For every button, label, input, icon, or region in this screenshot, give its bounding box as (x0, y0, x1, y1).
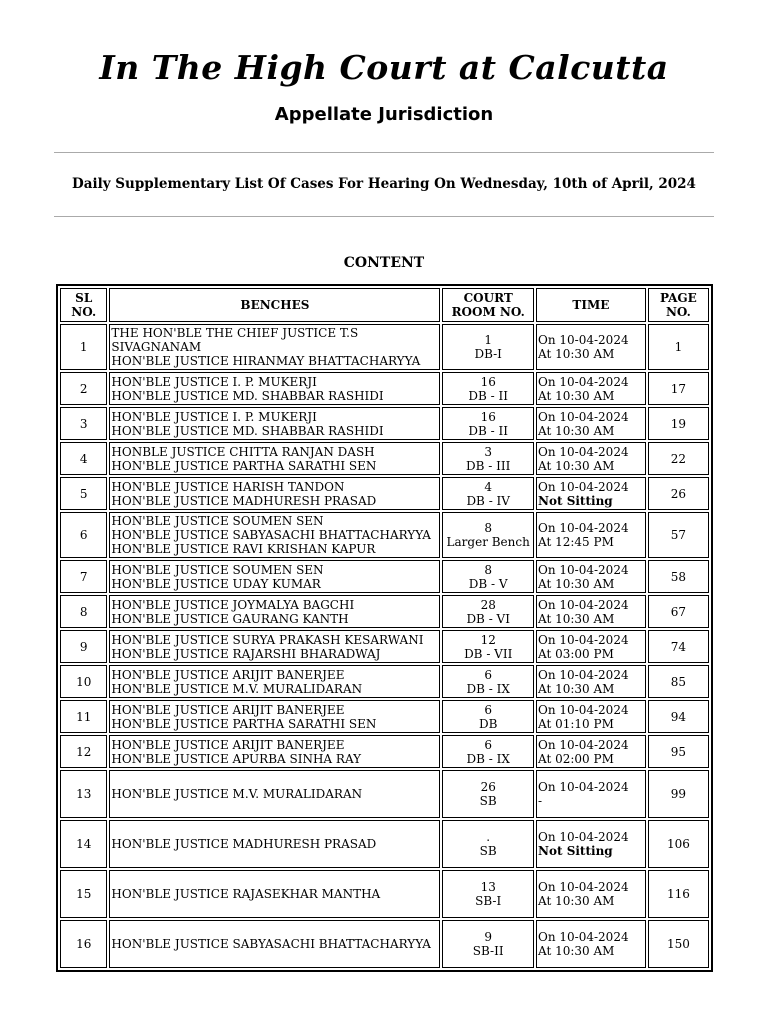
hearing-date: On 10-04-2024 (538, 830, 629, 844)
court-title: In The High Court at Calcutta (99, 48, 669, 87)
court-room-number: 8 (484, 562, 493, 577)
table-row (60, 372, 709, 405)
cell-sl-no: 11 (60, 700, 107, 733)
header-time: TIME (536, 288, 646, 322)
cell-sl-no: 10 (60, 665, 107, 698)
hearing-time: At 12:45 PM (538, 535, 614, 549)
bench-judge-line: HON'BLE JUSTICE MADHURESH PRASAD (111, 493, 377, 508)
cell-time (536, 665, 646, 698)
hearing-date: On 10-04-2024 (538, 374, 629, 389)
bench-judge-line: HON'BLE JUSTICE ARIJIT BANERJEE (111, 667, 345, 682)
cell-court-room (442, 820, 534, 868)
court-room-number: 9 (484, 930, 493, 944)
cell-benches (109, 665, 440, 698)
hearing-time: At 10:30 AM (538, 611, 615, 626)
hearing-date: On 10-04-2024 (538, 444, 629, 459)
bench-judge-line: HON'BLE JUSTICE ARIJIT BANERJEE (111, 702, 345, 717)
cell-time (536, 700, 646, 733)
hearing-time: At 03:00 PM (538, 646, 614, 661)
table-row (60, 595, 709, 628)
bench-judge-line: HON'BLE JUSTICE SOUMEN SEN (111, 514, 324, 528)
court-room-bench-type: SB (479, 794, 497, 808)
cell-sl-no: 5 (60, 477, 107, 510)
cell-page-no: 17 (648, 372, 709, 405)
cell-time (536, 477, 646, 510)
divider-top (54, 152, 714, 153)
hearing-date: On 10-04-2024 (538, 737, 629, 752)
bench-judge-line: HON'BLE JUSTICE PARTHA SARATHI SEN (111, 458, 377, 473)
bench-judge-line: HON'BLE JUSTICE RAJASEKHAR MANTHA (111, 887, 381, 901)
cell-page-no: 106 (648, 820, 709, 868)
cell-court-room (442, 442, 534, 475)
court-room-bench-type: DB - II (468, 388, 508, 403)
court-room-bench-type: DB - VI (466, 611, 510, 626)
cell-benches (109, 920, 440, 968)
bench-judge-line: HON'BLE JUSTICE PARTHA SARATHI SEN (111, 716, 377, 731)
hearing-time: At 10:30 AM (538, 388, 615, 403)
bench-judge-line: HON'BLE JUSTICE SURYA PRAKASH KESARWANI (111, 632, 424, 647)
bench-judge-line: HON'BLE JUSTICE JOYMALYA BAGCHI (111, 597, 355, 612)
cell-time (536, 820, 646, 868)
court-room-number: 4 (484, 479, 493, 494)
hearing-date: On 10-04-2024 (538, 632, 629, 647)
court-room-bench-type: DB - IX (466, 681, 510, 696)
cell-time (536, 324, 646, 370)
header-page-no: PAGE NO. (648, 288, 709, 322)
table-row (60, 560, 709, 593)
court-room-bench-type: SB-II (472, 944, 504, 958)
cell-benches (109, 630, 440, 663)
cell-court-room (442, 700, 534, 733)
court-room-number: 6 (484, 737, 493, 752)
cell-court-room (442, 477, 534, 510)
cell-benches (109, 820, 440, 868)
hearing-time: At 10:30 AM (538, 894, 615, 908)
hearing-date: On 10-04-2024 (538, 333, 629, 347)
hearing-time: At 02:00 PM (538, 751, 614, 766)
cell-page-no: 26 (648, 477, 709, 510)
bench-judge-line: HON'BLE JUSTICE RAJARSHI BHARADWAJ (111, 646, 381, 661)
cell-benches (109, 324, 440, 370)
cell-time (536, 870, 646, 918)
cell-sl-no: 16 (60, 920, 107, 968)
hearing-time: - (538, 794, 543, 808)
cell-court-room (442, 512, 534, 558)
court-room-number: 12 (480, 632, 496, 647)
bench-judge-line: HON'BLE JUSTICE I. P. MUKERJI (111, 409, 317, 424)
bench-judge-line: HON'BLE JUSTICE MD. SHABBAR RASHIDI (111, 388, 384, 403)
cell-benches (109, 735, 440, 768)
bench-judge-line: HON'BLE JUSTICE GAURANG KANTH (111, 611, 349, 626)
cell-benches (109, 372, 440, 405)
cell-sl-no: 9 (60, 630, 107, 663)
cell-page-no: 116 (648, 870, 709, 918)
table-row (60, 870, 709, 918)
court-room-number: 3 (484, 444, 493, 459)
cell-time (536, 920, 646, 968)
hearing-date: On 10-04-2024 (538, 930, 629, 944)
cell-page-no: 19 (648, 407, 709, 440)
list-title: Daily Supplementary List Of Cases For Hearing On Wednesday, 10th of April, 2024 (72, 176, 696, 192)
cell-court-room (442, 560, 534, 593)
court-room-number: 6 (484, 702, 493, 717)
bench-judge-line: HONBLE JUSTICE CHITTA RANJAN DASH (111, 444, 375, 459)
table-row (60, 665, 709, 698)
bench-judge-line: HON'BLE JUSTICE HIRANMAY BHATTACHARYYA (111, 354, 421, 368)
cell-sl-no: 8 (60, 595, 107, 628)
table-row (60, 512, 709, 558)
hearing-date: On 10-04-2024 (538, 479, 629, 494)
header-sl-no: SL NO. (60, 288, 107, 322)
cell-sl-no: 1 (60, 324, 107, 370)
cell-time (536, 560, 646, 593)
court-room-number: 28 (480, 597, 496, 612)
cell-court-room (442, 372, 534, 405)
hearing-date: On 10-04-2024 (538, 780, 629, 794)
court-room-bench-type: SB-I (475, 894, 502, 908)
table-row (60, 735, 709, 768)
court-room-number: 16 (480, 409, 496, 424)
hearing-date: On 10-04-2024 (538, 667, 629, 682)
court-room-bench-type: DB - IV (466, 493, 510, 508)
hearing-time: Not Sitting (538, 493, 613, 508)
court-room-number: 13 (480, 880, 496, 894)
cell-court-room (442, 407, 534, 440)
bench-judge-line: HON'BLE JUSTICE SABYASACHI BHATTACHARYYA (111, 937, 431, 951)
cell-sl-no: 7 (60, 560, 107, 593)
cell-benches (109, 477, 440, 510)
cell-page-no: 85 (648, 665, 709, 698)
hearing-time: At 01:10 PM (538, 716, 614, 731)
bench-judge-line: HON'BLE JUSTICE UDAY KUMAR (111, 576, 321, 591)
hearing-date: On 10-04-2024 (538, 880, 629, 894)
court-room-number: 1 (484, 333, 493, 347)
cell-benches (109, 407, 440, 440)
cell-sl-no: 3 (60, 407, 107, 440)
hearing-time: At 10:30 AM (538, 944, 615, 958)
content-heading: CONTENT (343, 255, 425, 271)
cell-page-no: 1 (648, 324, 709, 370)
table-row (60, 442, 709, 475)
table-row (60, 700, 709, 733)
divider-bottom (54, 216, 714, 217)
cell-court-room (442, 324, 534, 370)
contents-table (56, 284, 713, 972)
hearing-date: On 10-04-2024 (538, 702, 629, 717)
cell-sl-no: 12 (60, 735, 107, 768)
bench-judge-line: HON'BLE JUSTICE M.V. MURALIDARAN (111, 787, 363, 801)
cell-page-no: 67 (648, 595, 709, 628)
court-room-bench-type: DB - IX (466, 751, 510, 766)
bench-judge-line: HON'BLE JUSTICE ARIJIT BANERJEE (111, 737, 345, 752)
cell-time (536, 595, 646, 628)
court-room-bench-type: DB - III (466, 458, 511, 473)
bench-judge-line: HON'BLE JUSTICE HARISH TANDON (111, 479, 345, 494)
cell-sl-no: 13 (60, 770, 107, 818)
cell-page-no: 99 (648, 770, 709, 818)
cell-court-room (442, 770, 534, 818)
hearing-time: At 10:30 AM (538, 423, 615, 438)
cell-page-no: 74 (648, 630, 709, 663)
cell-time (536, 372, 646, 405)
court-room-number: 8 (484, 521, 493, 535)
cell-court-room (442, 630, 534, 663)
cell-page-no: 95 (648, 735, 709, 768)
court-room-bench-type: DB - VII (464, 646, 513, 661)
bench-judge-line: HON'BLE JUSTICE RAVI KRISHAN KAPUR (111, 542, 376, 556)
cell-benches (109, 700, 440, 733)
bench-judge-line: THE HON'BLE THE CHIEF JUSTICE T.S (111, 326, 359, 340)
cell-benches (109, 770, 440, 818)
cell-time (536, 512, 646, 558)
cell-page-no: 94 (648, 700, 709, 733)
court-room-number: 26 (480, 780, 496, 794)
cell-time (536, 770, 646, 818)
bench-judge-line: HON'BLE JUSTICE M.V. MURALIDARAN (111, 681, 363, 696)
court-room-bench-type: DB - II (468, 423, 508, 438)
table-row (60, 407, 709, 440)
table-row (60, 477, 709, 510)
cell-court-room (442, 665, 534, 698)
hearing-date: On 10-04-2024 (538, 521, 629, 535)
cell-time (536, 442, 646, 475)
court-room-bench-type: SB (479, 844, 497, 858)
jurisdiction-subtitle: Appellate Jurisdiction (274, 104, 494, 125)
cell-benches (109, 442, 440, 475)
hearing-date: On 10-04-2024 (538, 562, 629, 577)
table-row (60, 630, 709, 663)
table-row (60, 820, 709, 868)
table-body (60, 324, 709, 968)
bench-judge-line: HON'BLE JUSTICE SABYASACHI BHATTACHARYYA (111, 528, 431, 542)
hearing-time: Not Sitting (538, 844, 613, 858)
bench-judge-line: HON'BLE JUSTICE MADHURESH PRASAD (111, 837, 377, 851)
bench-judge-line: HON'BLE JUSTICE I. P. MUKERJI (111, 374, 317, 389)
cell-sl-no: 15 (60, 870, 107, 918)
cell-benches (109, 560, 440, 593)
hearing-date: On 10-04-2024 (538, 409, 629, 424)
header-benches: BENCHES (109, 288, 440, 322)
hearing-date: On 10-04-2024 (538, 597, 629, 612)
cell-court-room (442, 920, 534, 968)
cell-benches (109, 870, 440, 918)
cell-time (536, 630, 646, 663)
hearing-time: At 10:30 AM (538, 458, 615, 473)
bench-judge-line: HON'BLE JUSTICE MD. SHABBAR RASHIDI (111, 423, 384, 438)
cell-page-no: 58 (648, 560, 709, 593)
court-room-bench-type: DB (478, 716, 498, 731)
table-row (60, 770, 709, 818)
cell-court-room (442, 870, 534, 918)
hearing-time: At 10:30 AM (538, 681, 615, 696)
cell-page-no: 57 (648, 512, 709, 558)
hearing-time: At 10:30 AM (538, 347, 615, 361)
cell-page-no: 22 (648, 442, 709, 475)
cell-court-room (442, 735, 534, 768)
court-room-number: 6 (484, 667, 493, 682)
cell-court-room (442, 595, 534, 628)
cell-sl-no: 2 (60, 372, 107, 405)
cell-page-no: 150 (648, 920, 709, 968)
header-court-room: COURT ROOM NO. (442, 288, 534, 322)
cell-sl-no: 14 (60, 820, 107, 868)
bench-judge-line: HON'BLE JUSTICE APURBA SINHA RAY (111, 751, 362, 766)
table-row (60, 324, 709, 370)
hearing-time: At 10:30 AM (538, 576, 615, 591)
cell-benches (109, 512, 440, 558)
court-room-bench-type: DB - V (468, 576, 508, 591)
bench-judge-line: SIVAGNANAM (111, 340, 202, 354)
court-room-bench-type: DB-I (474, 347, 502, 361)
cell-time (536, 735, 646, 768)
table-header-row (60, 288, 709, 322)
bench-judge-line: HON'BLE JUSTICE SOUMEN SEN (111, 562, 324, 577)
court-room-bench-type: Larger Bench (446, 535, 530, 549)
table-row (60, 920, 709, 968)
court-room-number: 16 (480, 374, 496, 389)
cell-sl-no: 6 (60, 512, 107, 558)
cell-sl-no: 4 (60, 442, 107, 475)
cell-benches (109, 595, 440, 628)
court-room-number: . (486, 830, 491, 844)
cell-time (536, 407, 646, 440)
